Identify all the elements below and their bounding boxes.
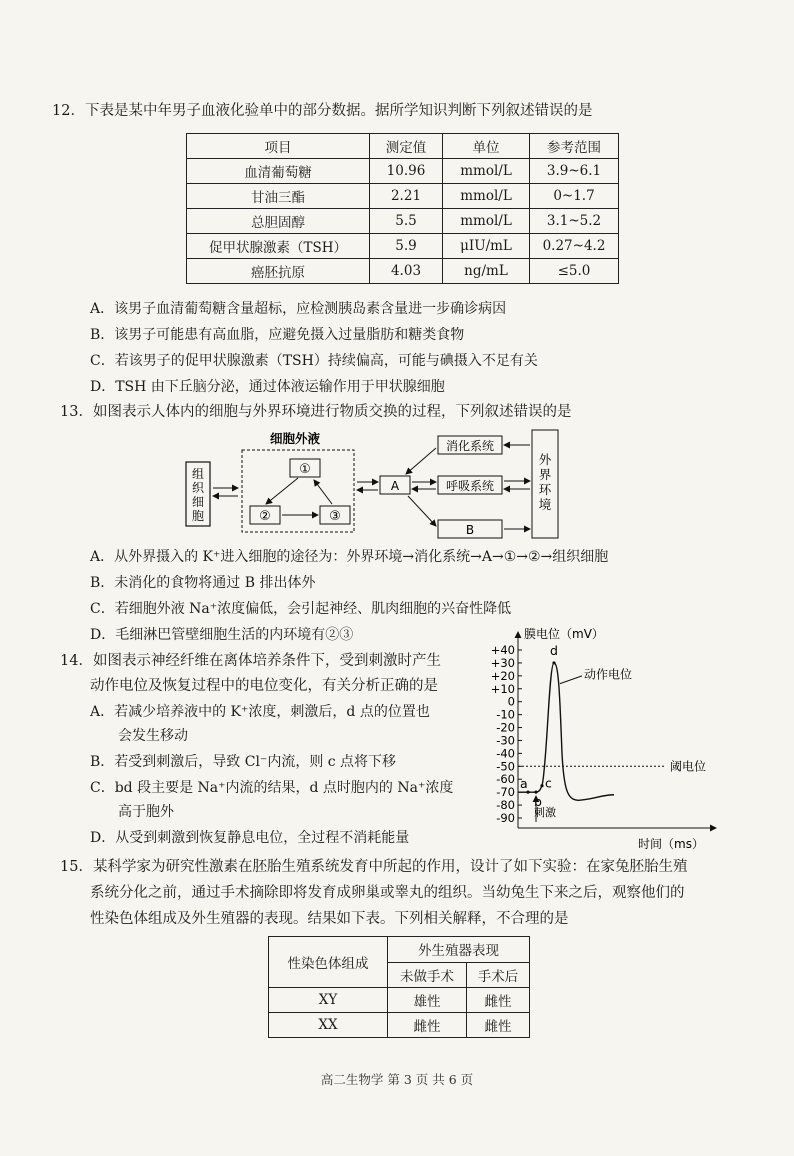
q12-table-cell: mmol/L bbox=[443, 184, 530, 209]
q15-header-external: 外生殖器表现 bbox=[388, 937, 530, 963]
node-b-label: B bbox=[465, 523, 475, 537]
q12-table-cell: 总胆固醇 bbox=[187, 209, 370, 234]
q13-exchange-diagram bbox=[180, 426, 580, 542]
node-2-label: ② bbox=[259, 509, 271, 524]
y-tick-label: -40 bbox=[496, 746, 515, 761]
q12-table-row bbox=[187, 259, 619, 284]
respiratory-system-label: 呼吸系统 bbox=[445, 479, 495, 493]
point-label-b: b bbox=[534, 794, 542, 810]
q12-table-cell: 4.03 bbox=[370, 259, 443, 284]
q15-table-cell: 雌性 bbox=[467, 988, 530, 1013]
stimulus-label: 刺激 bbox=[534, 806, 556, 819]
y-tick-label: +30 bbox=[490, 655, 515, 670]
ecf-label: 细胞外液 bbox=[270, 431, 321, 446]
q15-table-cell: 雌性 bbox=[467, 1013, 530, 1038]
q12-table-cell: 5.5 bbox=[370, 209, 443, 234]
q13-option-c[interactable]: C．若细胞外液 Na⁺浓度偏低，会引起神经、肌肉细胞的兴奋性降低 bbox=[90, 601, 512, 617]
q12-table-cell: μIU/mL bbox=[443, 234, 530, 259]
q12-table-cell: ≤5.0 bbox=[530, 259, 619, 284]
q12-table-cell: 2.21 bbox=[370, 184, 443, 209]
point-b bbox=[534, 791, 537, 794]
q12-option-c[interactable]: C．若该男子的促甲状腺激素（TSH）持续偏高，可能与碘摄入不足有关 bbox=[90, 353, 538, 369]
q12-table-cell: 10.96 bbox=[370, 159, 443, 184]
q12-table-cell: 0.27~4.2 bbox=[530, 234, 619, 259]
q15-stem-line2: 系统分化之前，通过手术摘除即将发育成卵巢或睾丸的组织。当幼兔生下来之后，观察他们的 bbox=[90, 885, 685, 901]
q12-option-a[interactable]: A．该男子血清葡萄糖含量超标，应检测胰岛素含量进一步确诊病因 bbox=[90, 301, 507, 317]
curve-label: 动作电位 bbox=[584, 667, 633, 682]
node-1-label: ① bbox=[299, 462, 311, 477]
x-axis-label: 时间（ms） bbox=[638, 837, 704, 851]
y-tick-label: +10 bbox=[490, 681, 515, 696]
q15-stem-line1: 15．某科学家为研究性激素在胚胎生殖系统发育中所起的作用，设计了如下实验：在家兔胚胎生殖 bbox=[60, 859, 688, 875]
q14-option-a-line2: 会发生移动 bbox=[118, 728, 188, 744]
q13-option-d[interactable]: D．毛细淋巴管壁细胞生活的内环境有②③ bbox=[90, 627, 354, 643]
q12-table-cell: 血清葡萄糖 bbox=[187, 159, 370, 184]
q12-table-cell: ng/mL bbox=[443, 259, 530, 284]
y-tick-label: -20 bbox=[496, 720, 515, 735]
q12-stem: 12．下表是某中年男子血液化验单中的部分数据。据所学知识判断下列叙述错误的是 bbox=[52, 103, 593, 119]
q15-stem-line3: 性染色体组成及外生殖器的表现。结果如下表。下列相关解释，不合理的是 bbox=[90, 911, 569, 927]
y-tick-label: -70 bbox=[496, 785, 515, 800]
y-tick-label: -30 bbox=[496, 733, 515, 748]
node-3-label: ③ bbox=[329, 509, 341, 524]
y-tick-label: -50 bbox=[496, 759, 515, 774]
point-label-d: d bbox=[550, 642, 558, 658]
q12-table-row bbox=[187, 159, 619, 184]
node-a-label: A bbox=[390, 479, 400, 493]
y-tick-label: -60 bbox=[496, 772, 515, 787]
point-label-a: a bbox=[520, 776, 528, 792]
q15-table-cell: XX bbox=[269, 1013, 388, 1038]
q14-membrane-potential-chart bbox=[478, 624, 728, 856]
q12-table-cell: 促甲状腺激素（TSH） bbox=[187, 234, 370, 259]
point-label-c: c bbox=[545, 775, 552, 791]
threshold-label: 阈电位 bbox=[670, 759, 707, 774]
q15-table-cell: 雄性 bbox=[388, 988, 467, 1013]
point-c bbox=[540, 784, 543, 787]
q12-table-cell: mmol/L bbox=[443, 209, 530, 234]
q12-table-row bbox=[187, 234, 619, 259]
point-d bbox=[552, 661, 555, 664]
q15-table-cell: XY bbox=[269, 988, 388, 1013]
q15-header-after-surgery: 手术后 bbox=[467, 962, 530, 988]
q12-table-cell: 3.1~5.2 bbox=[530, 209, 619, 234]
q15-header-chromosome: 性染色体组成 bbox=[269, 937, 388, 988]
q14-stem-line2: 动作电位及恢复过程中的电位变化，有关分析正确的是 bbox=[90, 678, 438, 694]
y-tick-label: +20 bbox=[490, 668, 515, 683]
curve-label-leader bbox=[560, 676, 582, 684]
tissue-cell-label: 组织细胞 bbox=[191, 467, 205, 523]
q12-table-cell: 甘油三酯 bbox=[187, 184, 370, 209]
y-axis-label: 膜电位（mV） bbox=[524, 627, 604, 641]
q12-header-cell: 项目 bbox=[187, 134, 370, 159]
environment-label: 外界环境 bbox=[538, 452, 552, 512]
q14-option-d[interactable]: D．从受到刺激到恢复静息电位，全过程不消耗能量 bbox=[90, 830, 410, 846]
q12-header-cell: 测定值 bbox=[370, 134, 443, 159]
q12-table-cell: 5.9 bbox=[370, 234, 443, 259]
point-a bbox=[526, 791, 529, 794]
q12-table bbox=[186, 133, 619, 284]
q15-table-cell: 雌性 bbox=[388, 1013, 467, 1038]
q15-table-row bbox=[269, 988, 530, 1013]
q12-table-cell: 癌胚抗原 bbox=[187, 259, 370, 284]
q12-table-cell: 0~1.7 bbox=[530, 184, 619, 209]
q15-table bbox=[268, 936, 530, 1038]
q12-option-b[interactable]: B．该男子可能患有高血脂，应避免摄入过量脂肪和糖类食物 bbox=[90, 327, 465, 343]
q14-option-a-line1[interactable]: A．若减少培养液中的 K⁺浓度，刺激后，d 点的位置也 bbox=[90, 704, 430, 720]
y-tick-label: -10 bbox=[496, 707, 515, 722]
q14-option-c-line2: 高于胞外 bbox=[118, 804, 174, 820]
y-tick-label: -90 bbox=[496, 811, 515, 825]
digestive-system-label: 消化系统 bbox=[445, 439, 495, 453]
q14-option-b[interactable]: B．若受到刺激后，导致 Cl⁻内流，则 c 点将下移 bbox=[90, 754, 397, 770]
y-tick-label: -80 bbox=[496, 798, 515, 813]
q13-option-b[interactable]: B．未消化的食物将通过 B 排出体外 bbox=[90, 575, 316, 591]
y-tick-label: +40 bbox=[490, 643, 515, 657]
q13-option-a[interactable]: A．从外界摄入的 K⁺进入细胞的途径为：外界环境→消化系统→A→①→②→组织细胞 bbox=[90, 549, 609, 565]
q15-header-no-surgery: 未做手术 bbox=[388, 962, 467, 988]
q12-header-cell: 单位 bbox=[443, 134, 530, 159]
q12-table-row bbox=[187, 209, 619, 234]
action-potential-curve bbox=[518, 663, 614, 800]
q14-stem-line1: 14．如图表示神经纤维在离体培养条件下，受到刺激时产生 bbox=[60, 653, 441, 669]
q13-stem: 13．如图表示人体内的细胞与外界环境进行物质交换的过程，下列叙述错误的是 bbox=[60, 404, 572, 420]
q12-table-row bbox=[187, 184, 619, 209]
q15-table-row bbox=[269, 1013, 530, 1038]
q14-option-c-line1[interactable]: C．bd 段主要是 Na⁺内流的结果，d 点时胞内的 Na⁺浓度 bbox=[90, 780, 454, 796]
page-footer: 高二生物学 第 3 页 共 6 页 bbox=[320, 1072, 474, 1087]
y-tick-label: 0 bbox=[507, 694, 515, 709]
q12-option-d[interactable]: D．TSH 由下丘脑分泌，通过体液运输作用于甲状腺细胞 bbox=[90, 379, 445, 395]
q12-table-cell: mmol/L bbox=[443, 159, 530, 184]
q12-header-cell: 参考范围 bbox=[530, 134, 619, 159]
q12-table-cell: 3.9~6.1 bbox=[530, 159, 619, 184]
